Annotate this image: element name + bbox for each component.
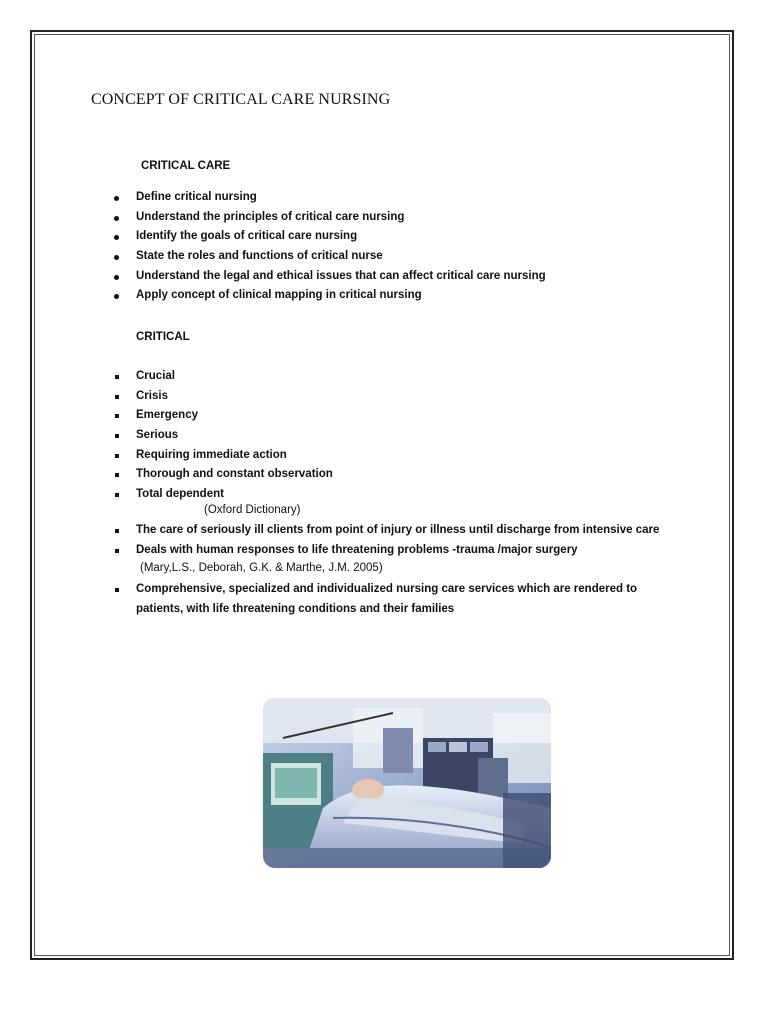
- source-citation: (Oxford Dictionary): [204, 504, 301, 516]
- objectives-list: [0, 188, 546, 306]
- list-item: The care of seriously ill clients from point of injury or illness until discharge from intensive care: [0, 521, 659, 541]
- list-item: Comprehensive, specialized and individualized nursing care services which are rendered to patients, with life threatening conditions and their families: [0, 580, 656, 619]
- list-item: Identify the goals of critical care nursing: [0, 227, 546, 247]
- list-item: Understand the principles of critical care nursing: [0, 208, 546, 228]
- definitions-list-3: [0, 580, 656, 619]
- list-item: Thorough and constant observation: [0, 465, 333, 485]
- list-item: Define critical nursing: [0, 188, 546, 208]
- list-item: Serious: [0, 426, 333, 446]
- section-heading-critical: CRITICAL: [136, 331, 190, 343]
- icu-photo: [263, 698, 551, 868]
- definitions-list-2: [0, 521, 659, 560]
- list-item: State the roles and functions of critical nurse: [0, 247, 546, 267]
- page-title: CONCEPT OF CRITICAL CARE NURSING: [91, 91, 391, 108]
- list-item: Understand the legal and ethical issues that can affect critical care nursing: [0, 267, 546, 287]
- list-item: Crucial: [0, 367, 333, 387]
- list-item: Deals with human responses to life threatening problems -trauma /major surgery: [0, 541, 659, 561]
- list-item: Crisis: [0, 387, 333, 407]
- list-item: Total dependent: [0, 485, 333, 505]
- section-heading-critical-care: CRITICAL CARE: [141, 160, 231, 172]
- list-item: Apply concept of clinical mapping in critical nursing: [0, 286, 546, 306]
- source-citation: (Mary,L.S., Deborah, G.K. & Marthe, J.M. 2005): [140, 562, 383, 574]
- list-item: Requiring immediate action: [0, 446, 333, 466]
- definitions-list: [0, 367, 333, 505]
- list-item: Emergency: [0, 406, 333, 426]
